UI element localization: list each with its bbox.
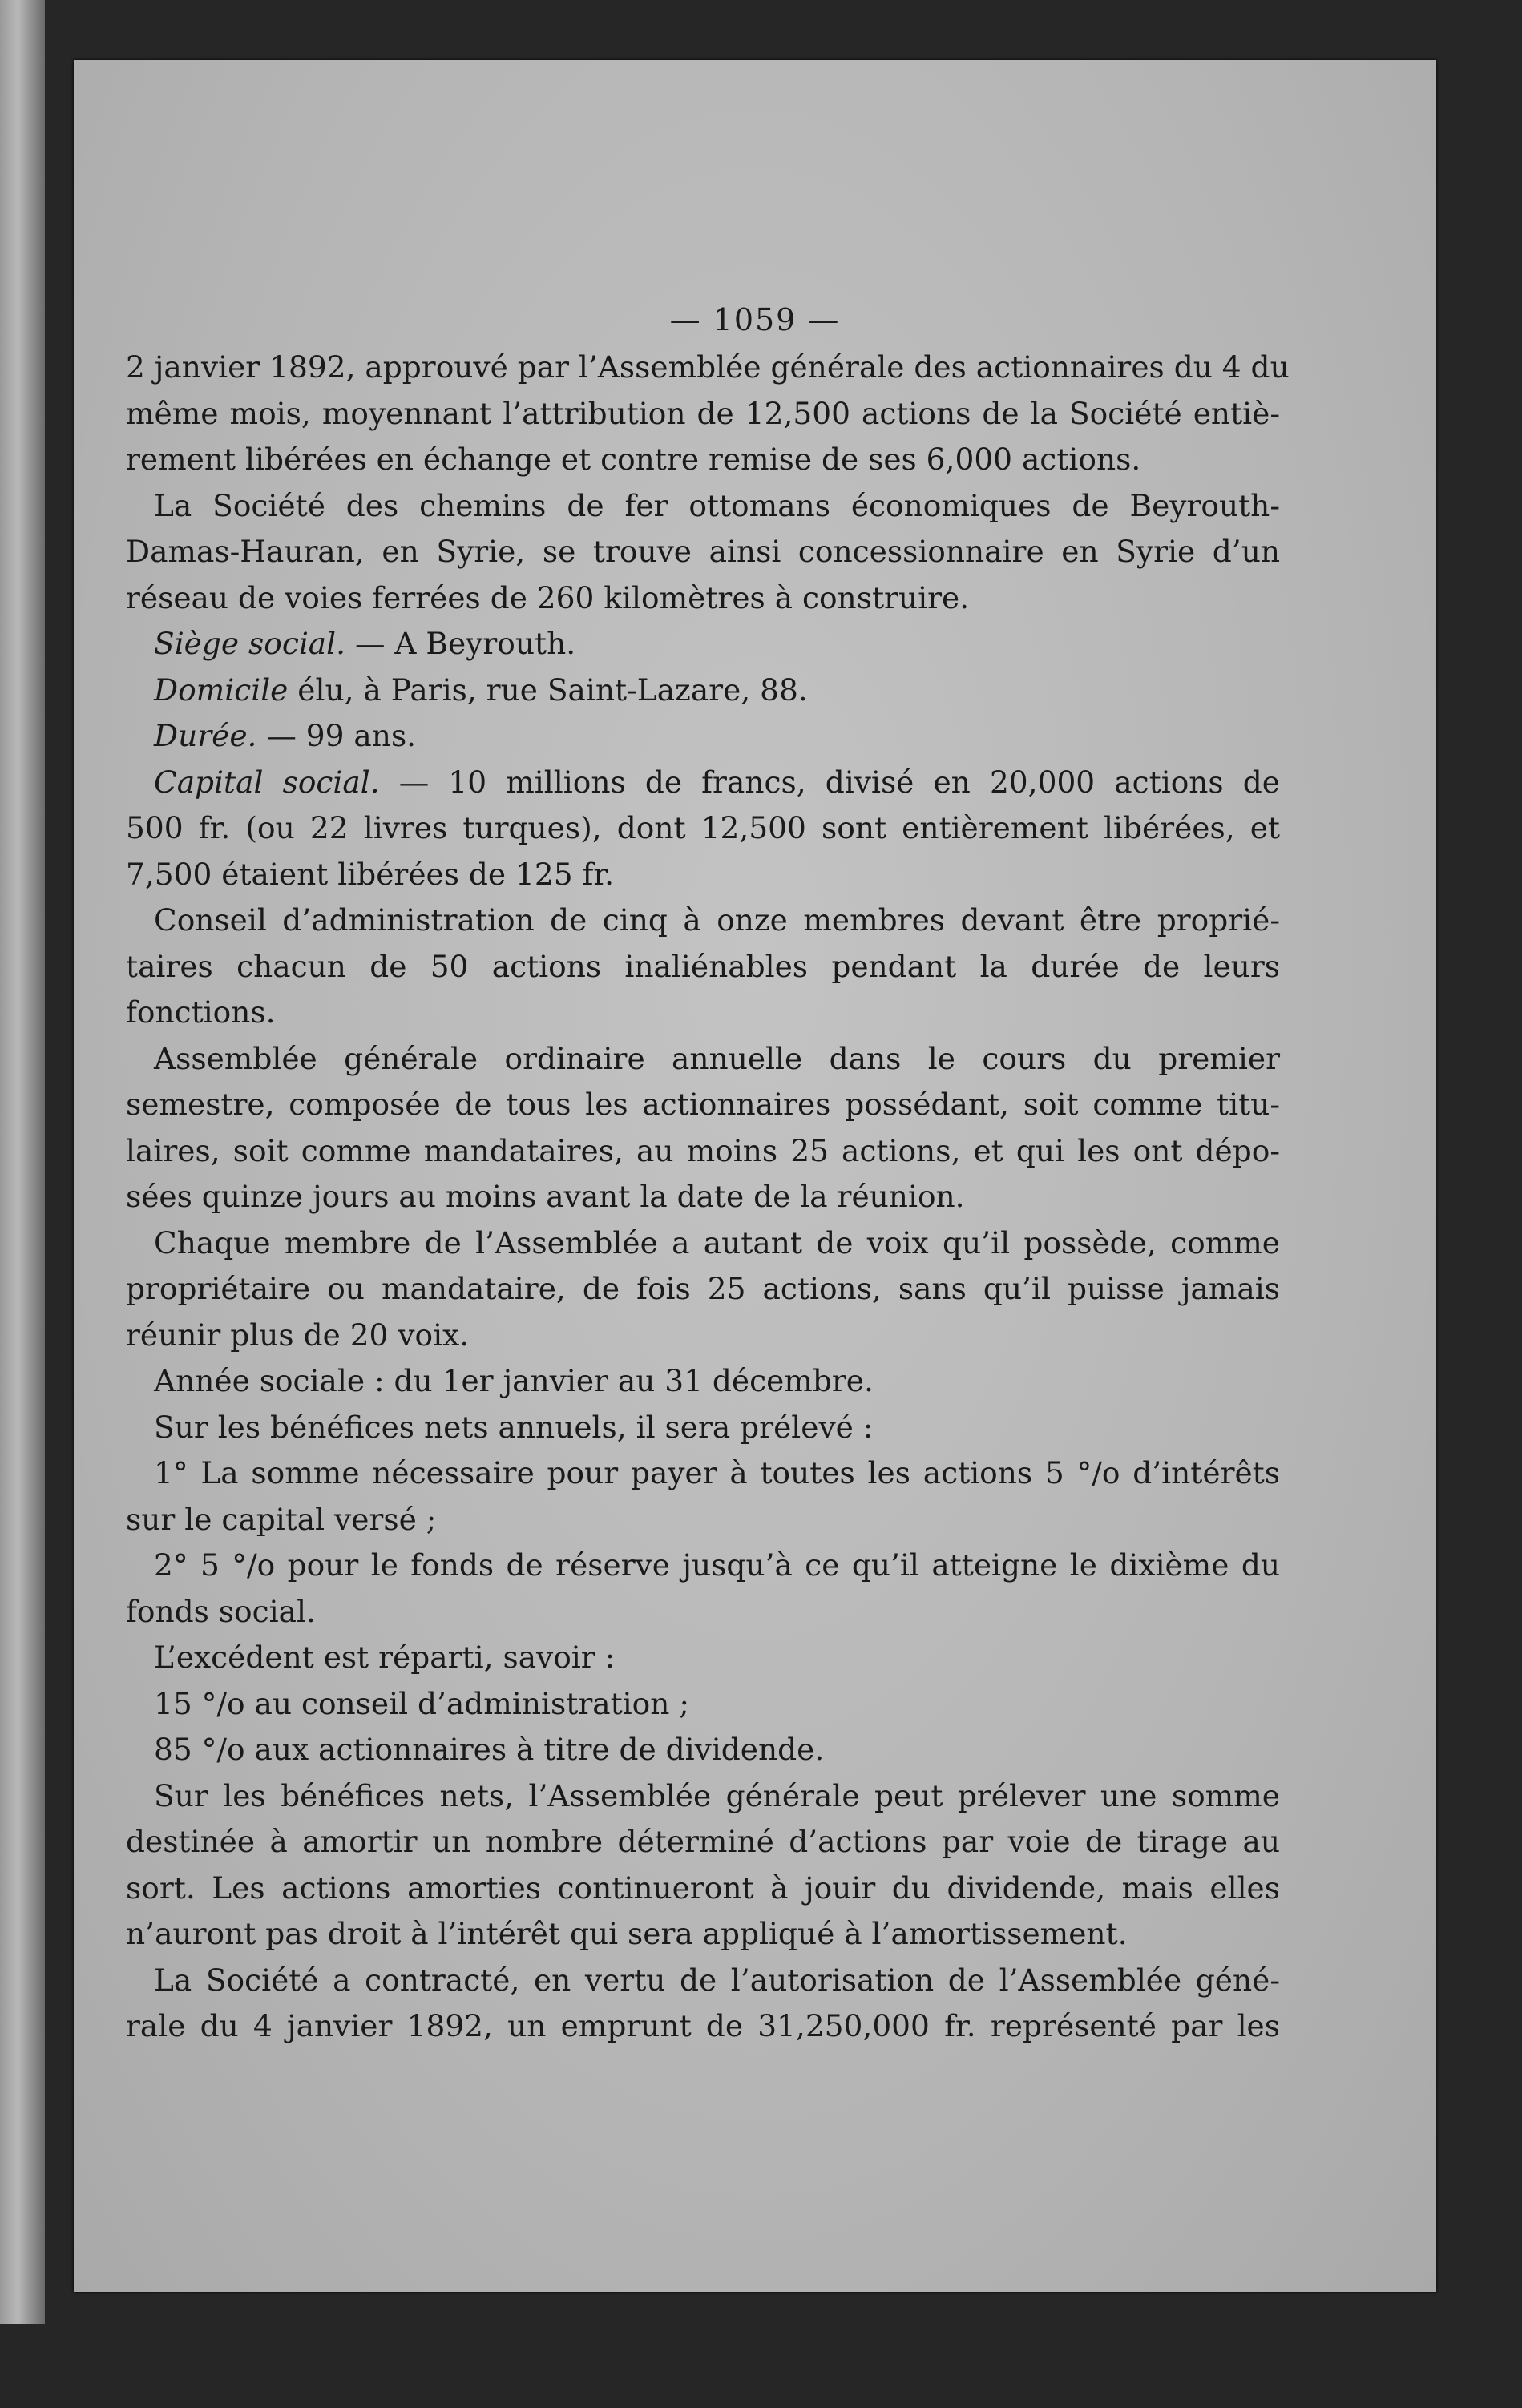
text-line: Damas-Hauran, en Syrie, se trouve ainsi concessionnaire en Syrie d’un [126, 534, 1280, 569]
text-line-domicile: Domicile élu, à Paris, rue Saint-Lazare, 88. [154, 672, 808, 708]
text-line: 2° 5 °/o pour le fonds de réserve jusqu’à ce qu’il atteigne le dixième du [154, 1547, 1280, 1583]
text-line-duree: Durée. — 99 ans. [154, 718, 417, 753]
text-line: sées quinze jours au moins avant la date de la réunion. [126, 1179, 965, 1214]
text-line: Chaque membre de l’Assemblée a autant de voix qu’il possède, comme [154, 1224, 1280, 1260]
text-line: semestre, composée de tous les actionnaires possédant, soit comme titu- [126, 1087, 1280, 1122]
page-number: — 1059 — [669, 302, 841, 337]
italic-term: Capital social. [154, 764, 380, 800]
text-line: taires chacun de 50 actions inaliénables pendant la durée de leurs [126, 948, 1280, 984]
text-line: n’auront pas droit à l’intérêt qui sera appliqué à l’amortissement. [126, 1916, 1128, 1951]
italic-term: Siège social. [154, 626, 346, 661]
text-line: sort. Les actions amorties continueront à jouir du dividende, mais elles [126, 1870, 1280, 1906]
text-line: 7,500 étaient libérées de 125 fr. [126, 856, 615, 892]
text-line-siege: Siège social. — A Beyrouth. [154, 626, 576, 661]
text-line: rement libérées en échange et contre remise de ses 6,000 actions. [126, 442, 1141, 477]
text-line: même mois, moyennant l’attribution de 12,500 actions de la Société entiè- [126, 395, 1280, 431]
text-line: rale du 4 janvier 1892, un emprunt de 31,250,000 fr. représenté par les [126, 2008, 1280, 2043]
text-line: Sur les bénéfices nets annuels, il sera prélevé : [154, 1409, 874, 1445]
text-line: Assemblée générale ordinaire annuelle dans le cours du premier [154, 1040, 1280, 1076]
text-line: La Société des chemins de fer ottomans économiques de Beyrouth- [154, 487, 1280, 523]
text-line: Conseil d’administration de cinq à onze membres devant être proprié- [154, 902, 1280, 938]
text-line: laires, soit comme mandataires, au moins 25 actions, et qui les ont dépo- [126, 1132, 1280, 1168]
text-line: fonctions. [126, 994, 276, 1030]
text-line: 500 fr. (ou 22 livres turques), dont 12,500 sont entièrement libérées, et [126, 810, 1280, 845]
body-text [126, 345, 1290, 2050]
text-line: 85 °/o aux actionnaires à titre de dividende. [154, 1732, 825, 1767]
text-line: sur le capital versé ; [126, 1501, 437, 1537]
text-line: destinée à amortir un nombre déterminé d’actions par voie de tirage au [126, 1824, 1280, 1859]
text-line: 2 janvier 1892, approuvé par l’Assemblée générale des actionnaires du 4 du [126, 349, 1290, 385]
italic-term: Durée. [154, 718, 257, 753]
text-line: La Société a contracté, en vertu de l’autorisation de l’Assemblée géné- [154, 1962, 1280, 1998]
text-line: 15 °/o au conseil d’administration ; [154, 1685, 689, 1721]
book-page [74, 60, 1436, 2292]
text-line: Sur les bénéfices nets, l’Assemblée générale peut prélever une somme [154, 1777, 1280, 1813]
text-line: Année sociale : du 1er janvier au 31 décembre. [154, 1363, 874, 1398]
italic-term: Domicile [154, 672, 289, 708]
text-line: L’excédent est réparti, savoir : [154, 1640, 616, 1675]
text-line: réunir plus de 20 voix. [126, 1317, 470, 1353]
text-line: propriétaire ou mandataire, de fois 25 actions, sans qu’il puisse jamais [126, 1271, 1280, 1306]
text-line: réseau de voies ferrées de 260 kilomètres à construire. [126, 579, 970, 615]
text-line: fonds social. [126, 1593, 316, 1629]
adjacent-page-edge [0, 0, 45, 2324]
text-line-capital: Capital social. — 10 millions de francs, divisé en 20,000 actions de [154, 764, 1280, 800]
text-line: 1° La somme nécessaire pour payer à toutes les actions 5 °/o d’intérêts [154, 1455, 1280, 1490]
